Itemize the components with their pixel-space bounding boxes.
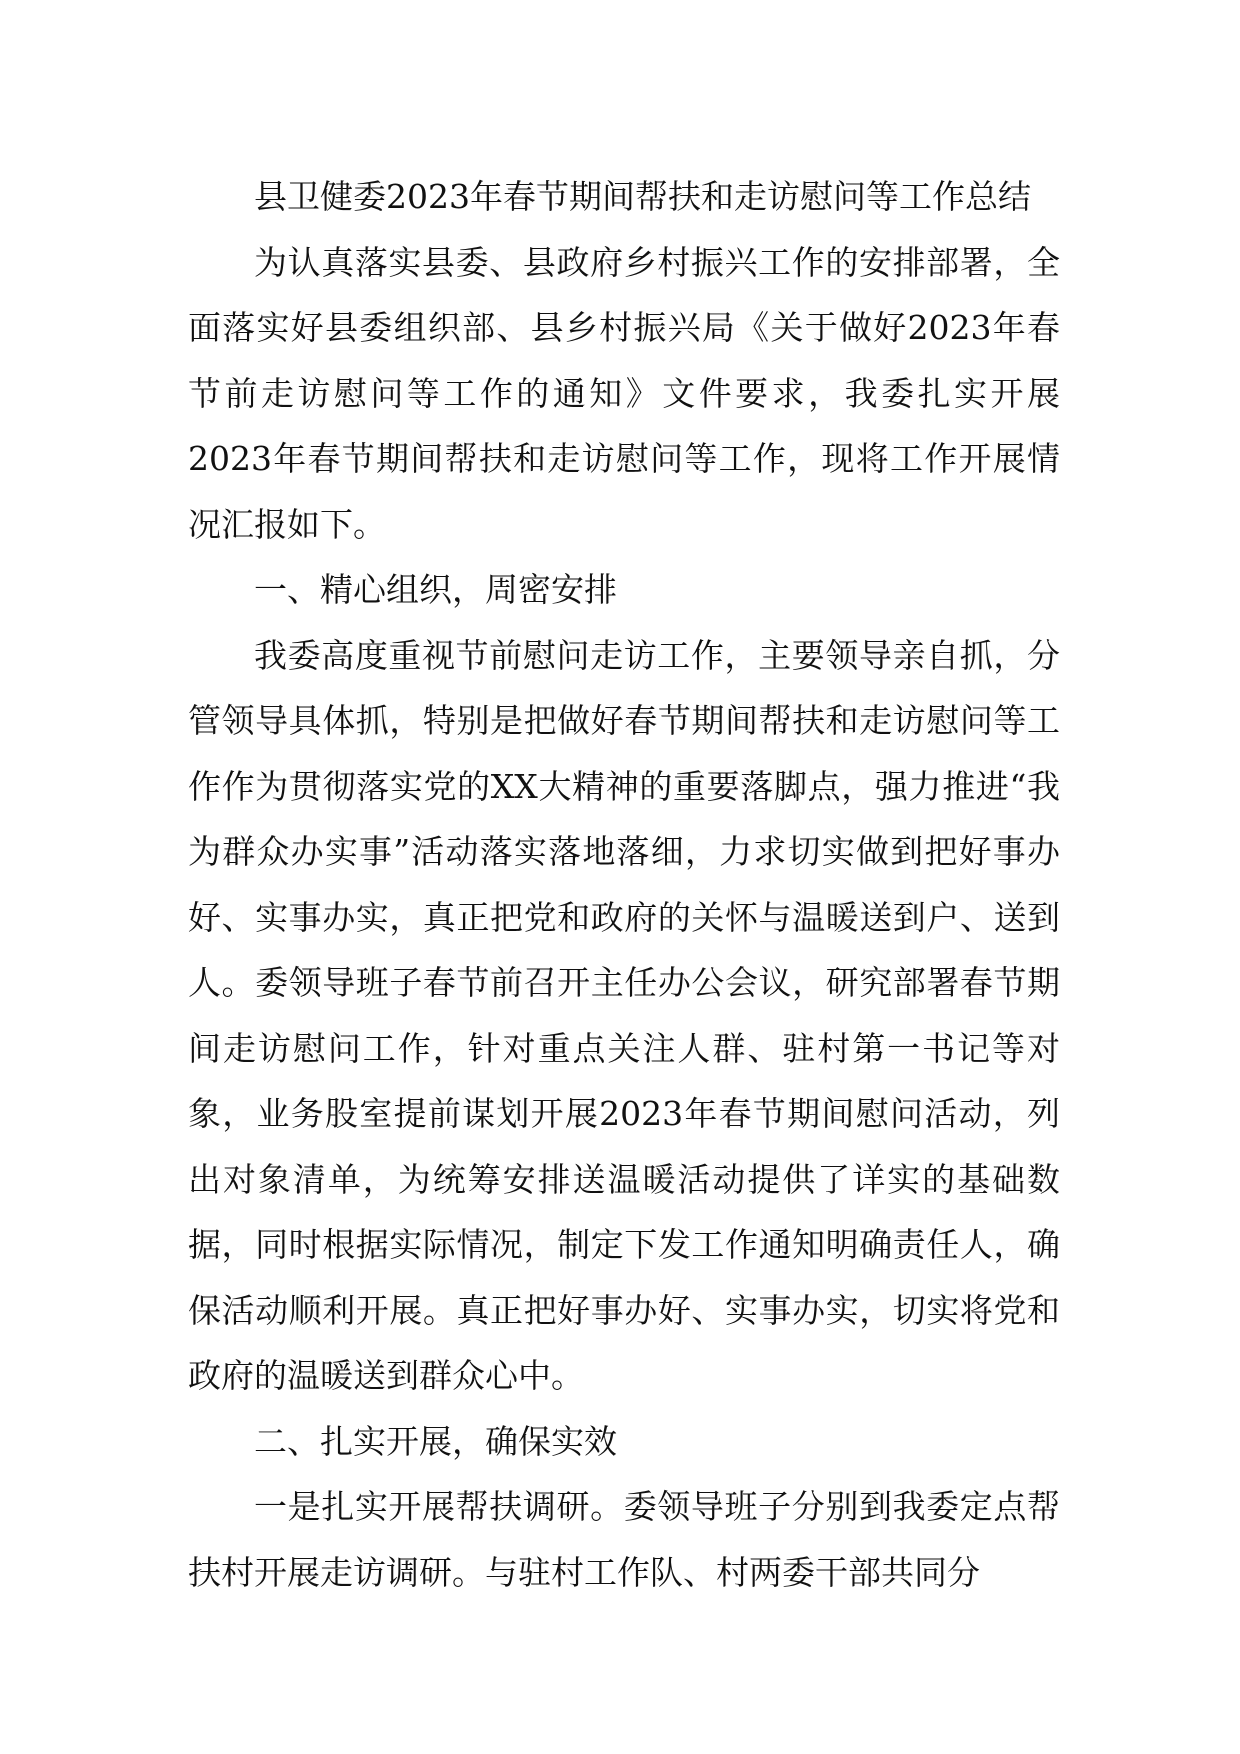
section-2-paragraph: 一是扎实开展帮扶调研。委领导班子分别到我委定点帮扶村开展走访调研。与驻村工作队、村两委干部共同分 xyxy=(188,1487,1060,1592)
document-title: 县卫健委2023年春节期间帮扶和走访慰问等工作总结 xyxy=(254,177,1031,216)
section-heading-1: 一、精心组织，周密安排 xyxy=(254,570,617,609)
document-page xyxy=(188,164,1060,1605)
section-1-paragraph: 我委高度重视节前慰问走访工作，主要领导亲自抓，分管领导具体抓，特别是把做好春节期间帮扶和走访慰问等工作作为贯彻落实党的XX大精神的重要落脚点，强力推进“我为群众办实事”活动落实落地落细，力求切实做到把好事办好、实事办实，真正把党和政府的关怀与温暖送到户、送到人。委领导班子春节前召开主任办公会议，研究部署春节期间走访慰问工作，针对重点关注人群、驻村第一书记等对象，业务股室提前谋划开展2023年春节期间慰问活动，列出对象清单，为统筹安排送温暖活动提供了详实的基础数据，同时根据实际情况，制定下发工作通知明确责任人，确保活动顺利开展。真正把好事办好、实事办实，切实将党和政府的温暖送到群众心中。 xyxy=(188,635,1060,1395)
intro-paragraph: 为认真落实县委、县政府乡村振兴工作的安排部署，全面落实好县委组织部、县乡村振兴局《关于做好2023年春节前走访慰问等工作的通知》文件要求，我委扎实开展2023年春节期间帮扶和走访慰问等工作，现将工作开展情况汇报如下。 xyxy=(188,242,1060,544)
section-heading-2: 二、扎实开展，确保实效 xyxy=(254,1421,617,1461)
